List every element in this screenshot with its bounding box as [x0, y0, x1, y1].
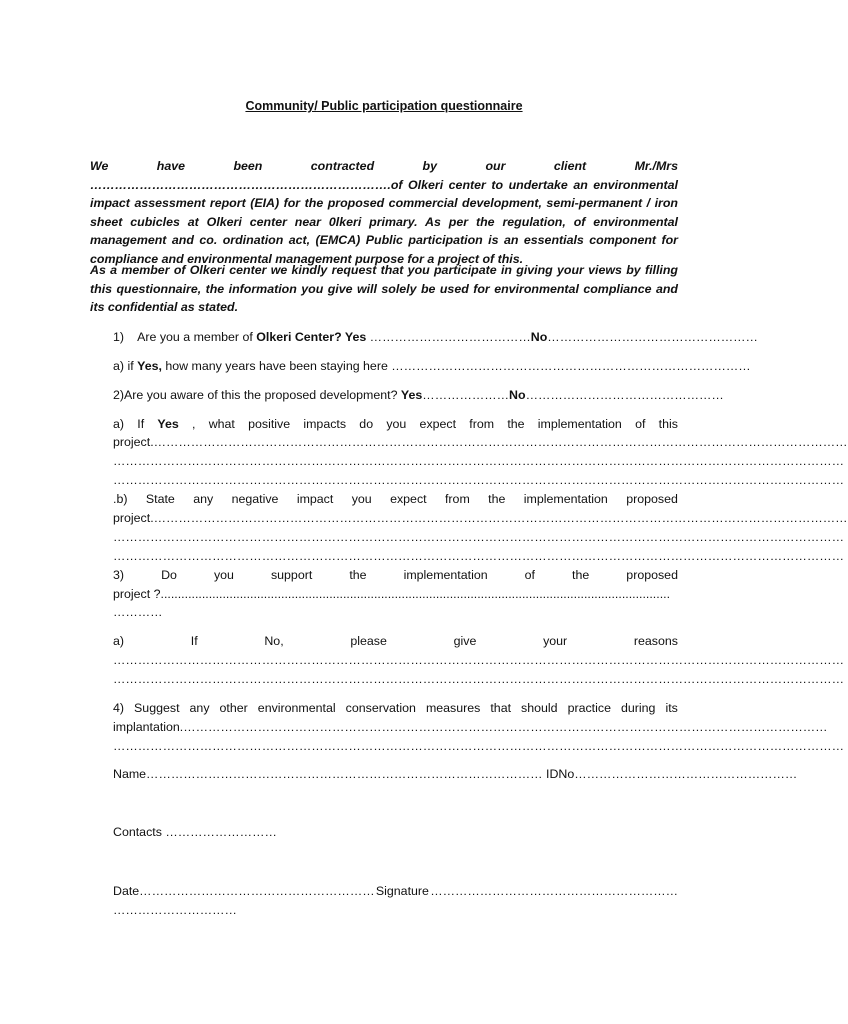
- question-1a-yes: Yes,: [137, 359, 162, 373]
- q2a-word: implementation: [537, 417, 622, 431]
- question-1a-prefix: a) if: [113, 359, 138, 373]
- q2a-word: this: [658, 417, 678, 431]
- q2b-word: impact: [296, 492, 334, 506]
- q3a-word: If: [190, 634, 198, 648]
- q4-word: during: [620, 701, 656, 715]
- q2b-word: any: [193, 492, 214, 506]
- question-2b-answer-line-1[interactable]: project.……………………………………………………………………………………………………………………………………………………: [113, 511, 848, 525]
- question-4-answer-line-1[interactable]: implantation.…………………………………………………………………………………………………………………………………………: [113, 720, 828, 734]
- question-1-bold: Olkeri Center? Yes: [256, 330, 367, 344]
- idno-field[interactable]: IDNo………………………………………………: [542, 767, 798, 781]
- date-signature-continuation[interactable]: …………………………: [113, 903, 237, 917]
- question-3-answer-line-2[interactable]: …………: [113, 605, 163, 619]
- question-1a-text[interactable]: how many years have been staying here ……………………………………………………………………………: [161, 359, 751, 373]
- q2a-word: expect: [419, 417, 457, 431]
- question-2a-answer-line-2[interactable]: ……………………………………………………………………………………………………………………………………………………………: [113, 454, 845, 468]
- q2a-word: impacts: [303, 417, 347, 431]
- q4-word: its: [665, 701, 678, 715]
- q3-word: implementation: [403, 568, 488, 582]
- q2a-word: of: [635, 417, 646, 431]
- q2a-word: ,: [192, 417, 196, 431]
- q3a-word: your: [543, 634, 568, 648]
- q4-word: measures: [425, 701, 481, 715]
- q4-word: should: [521, 701, 558, 715]
- question-2b-answer-line-3[interactable]: ……………………………………………………………………………………………………………………………………………………………: [113, 549, 845, 563]
- question-4-line-1: [113, 699, 678, 718]
- question-2-no: No: [509, 388, 526, 402]
- question-1-yes-blank[interactable]: …………………………………: [366, 330, 531, 344]
- intro-paragraph-1: We have been contracted by our client Mr./Mrs ……………………………………………………………….of Olkeri center to undertake an environmental impact assessment report (EIA) for the proposed commercial development, semi-permanent / iron sheet cubicles at Olkeri center near 0lkeri primary. As per the regulation, of environmental management and co. ordination act, (EMCA) Public participation is an essentials component for compliance and environmental management purpose for a project of this.: [90, 159, 678, 266]
- q3a-word: No,: [264, 634, 284, 648]
- q2a-word: you: [386, 417, 407, 431]
- q2a-word: what: [208, 417, 235, 431]
- q2b-word: .b): [113, 492, 128, 506]
- question-2-yes-blank[interactable]: …………………: [422, 388, 510, 402]
- question-1-no-blank[interactable]: ……………………………………………: [547, 330, 758, 344]
- question-2b-answer-line-2[interactable]: ……………………………………………………………………………………………………………………………………………………………: [113, 530, 845, 544]
- q2b-word: implementation: [523, 492, 608, 506]
- question-2b-line-1: [113, 490, 678, 509]
- q3a-word: give: [453, 634, 477, 648]
- q4-word: practice: [567, 701, 611, 715]
- q4-word: conservation: [345, 701, 416, 715]
- q4-word: 4): [113, 701, 125, 715]
- q2b-word: you: [351, 492, 372, 506]
- q3-word: 3): [113, 568, 125, 582]
- question-2-text: 2)Are you aware of this the proposed development?: [113, 388, 401, 402]
- question-4-answer-line-2[interactable]: ……………………………………………………………………………………………………………………………………………………………: [113, 739, 845, 753]
- question-1-number: 1): [113, 330, 125, 344]
- q2a-word: the: [507, 417, 525, 431]
- q2a-word: If: [137, 417, 145, 431]
- q4-word: environmental: [257, 701, 336, 715]
- intro-paragraph-2: As a member of Olkeri center we kindly request that you participate in giving your views by filling this questionnaire, the information you give will solely be used for environmental compliance and its confidential as stated.: [90, 263, 678, 314]
- question-2: [113, 386, 724, 405]
- question-3-line-1: [113, 566, 678, 585]
- question-2-yes: Yes: [400, 388, 423, 402]
- question-3-answer-line-1[interactable]: project ?....................................................................................................................................................: [113, 587, 671, 601]
- q2b-word: the: [488, 492, 506, 506]
- q3a-word: please: [350, 634, 387, 648]
- name-id-line: [113, 765, 798, 784]
- question-1-text: Are you a member of: [137, 330, 257, 344]
- q2b-word: expect: [390, 492, 427, 506]
- q3a-word: a): [113, 634, 125, 648]
- question-2a-line-1: [113, 415, 678, 434]
- q3a-word: reasons: [633, 634, 678, 648]
- question-2a-answer-line-1[interactable]: project.……………………………………………………………………………………………………………………………………………………: [113, 435, 848, 449]
- question-1a: [113, 357, 751, 376]
- q3-word: Do: [161, 568, 177, 582]
- q2b-word: proposed: [626, 492, 678, 506]
- q2a-word: from: [469, 417, 495, 431]
- q2b-word: State: [145, 492, 175, 506]
- q3-word: you: [213, 568, 234, 582]
- q2a-word: positive: [248, 417, 291, 431]
- signature-label: Signature: [375, 884, 429, 898]
- question-1: [113, 328, 758, 347]
- q3-word: proposed: [626, 568, 678, 582]
- question-2-no-blank[interactable]: …………………………………………: [525, 388, 724, 402]
- page-title: Community/ Public participation questionnaire: [245, 99, 523, 113]
- q4-word: any: [189, 701, 210, 715]
- question-3a-line-1: [113, 632, 678, 651]
- q2b-word: from: [444, 492, 470, 506]
- contacts-field[interactable]: Contacts ………………………: [113, 825, 277, 839]
- question-1-no-label: No: [530, 330, 548, 344]
- q2a-word: do: [359, 417, 374, 431]
- q4-word: that: [490, 701, 512, 715]
- q4-word: other: [219, 701, 248, 715]
- q2b-word: negative: [231, 492, 279, 506]
- question-2a-answer-line-3[interactable]: ……………………………………………………………………………………………………………………………………………………………: [113, 473, 845, 487]
- name-field[interactable]: Name……………………………………………………………………………………: [113, 767, 543, 781]
- signature-field[interactable]: ……………………………………………………: [430, 884, 678, 898]
- date-field[interactable]: Date…………………………………………………: [113, 884, 375, 898]
- q4-word: Suggest: [134, 701, 180, 715]
- q3-word: the: [572, 568, 590, 582]
- q3-word: of: [524, 568, 535, 582]
- question-3a-answer-line-1[interactable]: ……………………………………………………………………………………………………………………………………………………………: [113, 653, 845, 667]
- q3-word: the: [349, 568, 367, 582]
- q2a-word: Yes: [157, 417, 179, 431]
- date-signature-line: [113, 882, 678, 901]
- question-3a-answer-line-2[interactable]: ……………………………………………………………………………………………………………………………………………………………: [113, 672, 845, 686]
- q3-word: support: [270, 568, 313, 582]
- q2a-word: a): [113, 417, 125, 431]
